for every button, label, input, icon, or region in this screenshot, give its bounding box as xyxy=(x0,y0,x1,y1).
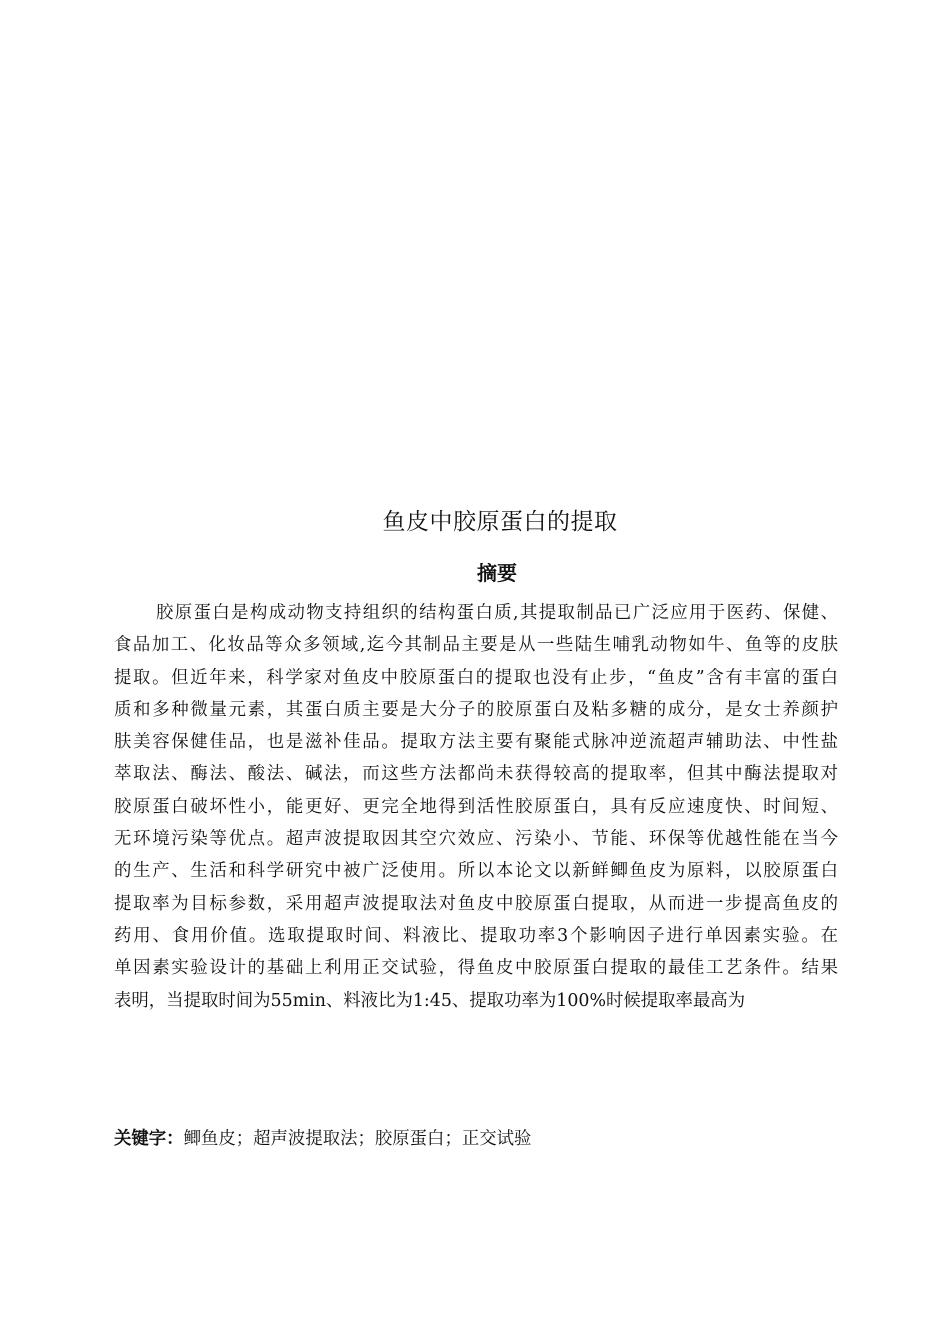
keywords xyxy=(114,1124,838,1154)
page-title: 鱼皮中胶原蛋白的提取 xyxy=(382,509,618,535)
abstract-line: 质和多种微量元素，其蛋白质主要是大分子的胶原蛋白及粘多糖的成分，是女士养颜护 xyxy=(114,699,838,720)
abstract-line: 胶原蛋白是构成动物支持组织的结构蛋白质,其提取制品已广泛应用于医药、保健、 xyxy=(156,603,838,623)
keywords-label: 关键字： xyxy=(114,1129,184,1149)
abstract-line: 提取。但近年来，科学家对鱼皮中胶原蛋白的提取也没有止步，“鱼皮”含有丰富的蛋白 xyxy=(114,667,838,688)
abstract-line: 单因素实验设计的基础上利用正交试验，得鱼皮中胶原蛋白提取的最佳工艺条件。结果 xyxy=(114,958,838,979)
abstract-line: 药用、食用价值。选取提取时间、料液比、提取功率3个影响因子进行单因素实验。在 xyxy=(114,925,838,946)
abstract-line: 提取率为目标参数，采用超声波提取法对鱼皮中胶原蛋白提取，从而进一步提高鱼皮的 xyxy=(114,893,838,914)
abstract-line: 的生产、生活和科学研究中被广泛使用。所以本论文以新鲜鲫鱼皮为原料，以胶原蛋白 xyxy=(114,861,838,882)
abstract-body xyxy=(114,597,838,1017)
abstract-line: 肤美容保健佳品，也是滋补佳品。提取方法主要有聚能式脉冲逆流超声辅助法、中性盐 xyxy=(114,732,838,753)
abstract-line: 胶原蛋白破坏性小，能更好、更完全地得到活性胶原蛋白，具有反应速度快、时间短、 xyxy=(114,796,838,817)
keywords-text: 鲫鱼皮；超声波提取法；胶原蛋白；正交试验 xyxy=(183,1129,532,1149)
abstract-line: 萃取法、酶法、酸法、碱法，而这些方法都尚未获得较高的提取率，但其中酶法提取对 xyxy=(114,764,838,785)
abstract-line: 食品加工、化妆品等众多领域,迄今其制品主要是从一些陆生哺乳动物如牛、鱼等的皮肤 xyxy=(114,635,838,656)
abstract-heading: 摘要 xyxy=(477,561,517,585)
abstract-line: 无环境污染等优点。超声波提取因其空穴效应、污染小、节能、环保等优越性能在当今 xyxy=(114,829,838,850)
abstract-line: 表明，当提取时间为55min、料液比为1:45、提取功率为100%时候提取率最高为 xyxy=(114,990,746,1011)
